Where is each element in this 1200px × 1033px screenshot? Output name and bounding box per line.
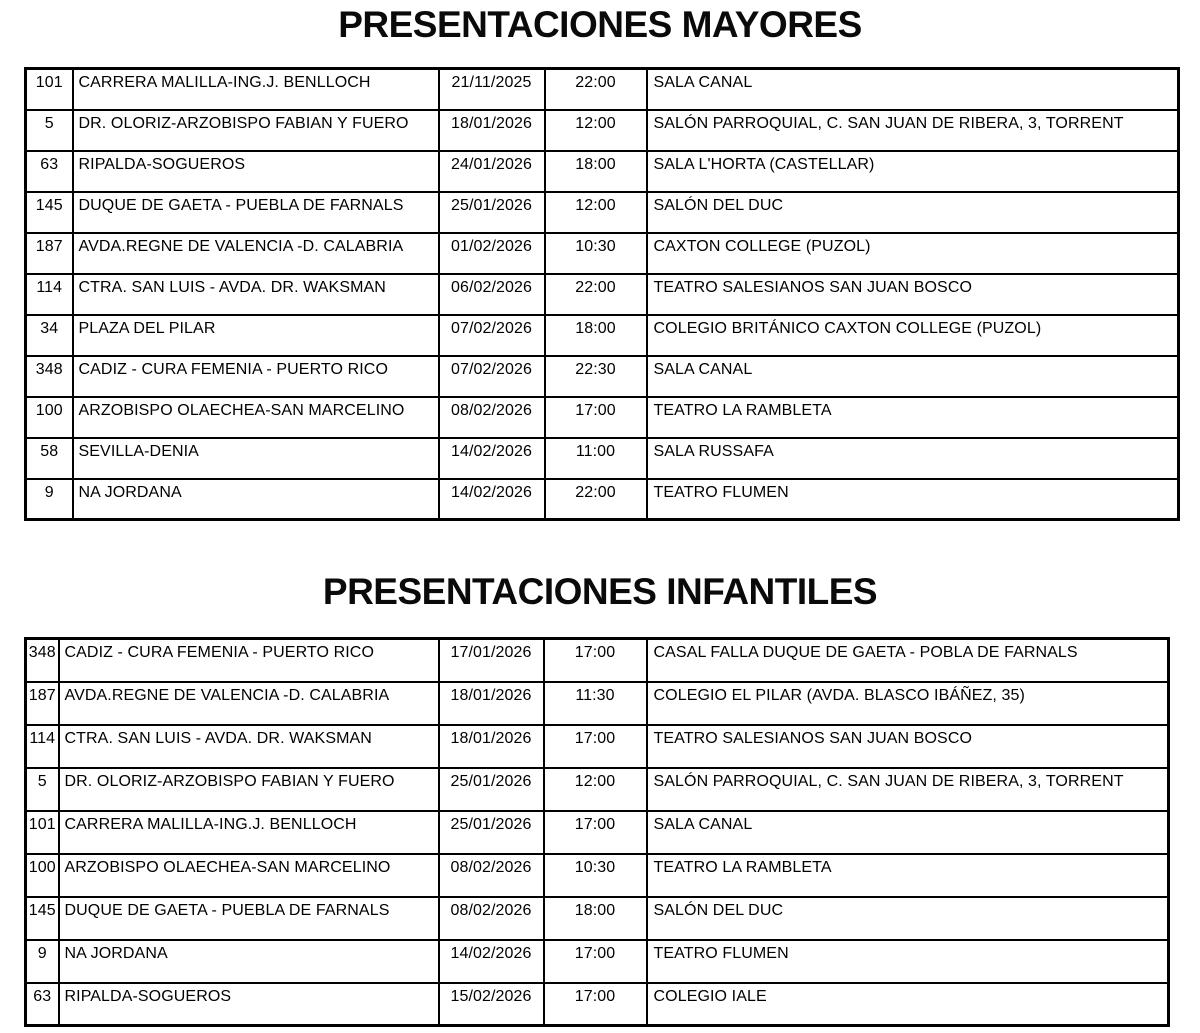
cell-venue: TEATRO SALESIANOS SAN JUAN BOSCO xyxy=(647,725,1169,768)
table-row xyxy=(26,639,1169,682)
table-row xyxy=(26,110,1179,151)
infantiles-table-body xyxy=(26,639,1169,1026)
table-row xyxy=(26,356,1179,397)
cell-time: 22:30 xyxy=(545,356,647,397)
cell-falla-name: DR. OLORIZ-ARZOBISPO FABIAN Y FUERO xyxy=(73,110,439,151)
cell-time: 17:00 xyxy=(544,940,647,983)
cell-time: 12:00 xyxy=(545,110,647,151)
cell-time: 18:00 xyxy=(545,315,647,356)
cell-falla-name: ARZOBISPO OLAECHEA-SAN MARCELINO xyxy=(73,397,439,438)
cell-venue: SALÓN DEL DUC xyxy=(647,897,1169,940)
cell-falla-number: 101 xyxy=(26,811,59,854)
cell-falla-name: ARZOBISPO OLAECHEA-SAN MARCELINO xyxy=(59,854,439,897)
cell-date: 21/11/2025 xyxy=(439,69,545,110)
cell-falla-name: CARRERA MALILLA-ING.J. BENLLOCH xyxy=(73,69,439,110)
table-row xyxy=(26,940,1169,983)
table-row xyxy=(26,192,1179,233)
cell-falla-number: 100 xyxy=(26,397,73,438)
cell-venue: SALÓN PARROQUIAL, C. SAN JUAN DE RIBERA, 3, TORRENT xyxy=(647,768,1169,811)
cell-falla-number: 114 xyxy=(26,274,73,315)
cell-falla-number: 187 xyxy=(26,233,73,274)
cell-falla-name: CADIZ - CURA FEMENIA - PUERTO RICO xyxy=(59,639,439,682)
table-row xyxy=(26,69,1179,110)
cell-venue: TEATRO LA RAMBLETA xyxy=(647,854,1169,897)
cell-falla-number: 100 xyxy=(26,854,59,897)
cell-falla-number: 58 xyxy=(26,438,73,479)
cell-time: 17:00 xyxy=(544,811,647,854)
cell-falla-number: 34 xyxy=(26,315,73,356)
cell-falla-name: PLAZA DEL PILAR xyxy=(73,315,439,356)
section-title-infantiles: PRESENTACIONES INFANTILES xyxy=(322,571,878,612)
cell-time: 12:00 xyxy=(544,768,647,811)
cell-time: 10:30 xyxy=(544,854,647,897)
cell-falla-name: DUQUE DE GAETA - PUEBLA DE FARNALS xyxy=(59,897,439,940)
table-row xyxy=(26,151,1179,192)
cell-venue: COLEGIO BRITÁNICO CAXTON COLLEGE (PUZOL) xyxy=(647,315,1179,356)
cell-venue: TEATRO FLUMEN xyxy=(647,940,1169,983)
cell-venue: SALÓN PARROQUIAL, C. SAN JUAN DE RIBERA, 3, TORRENT xyxy=(647,110,1179,151)
cell-falla-name: CTRA. SAN LUIS - AVDA. DR. WAKSMAN xyxy=(73,274,439,315)
cell-venue: TEATRO SALESIANOS SAN JUAN BOSCO xyxy=(647,274,1179,315)
cell-date: 08/02/2026 xyxy=(439,397,545,438)
table-row xyxy=(26,768,1169,811)
cell-venue: SALA CANAL xyxy=(647,69,1179,110)
cell-date: 18/01/2026 xyxy=(439,110,545,151)
cell-time: 22:00 xyxy=(545,69,647,110)
cell-time: 17:00 xyxy=(544,639,647,682)
cell-falla-name: CADIZ - CURA FEMENIA - PUERTO RICO xyxy=(73,356,439,397)
table-row xyxy=(26,682,1169,725)
cell-falla-name: NA JORDANA xyxy=(59,940,439,983)
cell-falla-name: AVDA.REGNE DE VALENCIA -D. CALABRIA xyxy=(73,233,439,274)
table-row xyxy=(26,315,1179,356)
cell-date: 17/01/2026 xyxy=(439,639,544,682)
cell-falla-number: 101 xyxy=(26,69,73,110)
cell-venue: COLEGIO EL PILAR (AVDA. BLASCO IBÁÑEZ, 35) xyxy=(647,682,1169,725)
cell-venue: SALA L'HORTA (CASTELLAR) xyxy=(647,151,1179,192)
cell-venue: SALA CANAL xyxy=(647,811,1169,854)
cell-time: 22:00 xyxy=(545,479,647,520)
cell-date: 08/02/2026 xyxy=(439,897,544,940)
cell-date: 15/02/2026 xyxy=(439,983,544,1026)
cell-date: 18/01/2026 xyxy=(439,725,544,768)
cell-falla-number: 9 xyxy=(26,940,59,983)
cell-time: 11:00 xyxy=(545,438,647,479)
cell-time: 18:00 xyxy=(544,897,647,940)
cell-time: 17:00 xyxy=(544,983,647,1026)
table-row xyxy=(26,233,1179,274)
cell-date: 14/02/2026 xyxy=(439,940,544,983)
cell-venue: TEATRO LA RAMBLETA xyxy=(647,397,1179,438)
cell-date: 07/02/2026 xyxy=(439,315,545,356)
cell-falla-number: 348 xyxy=(26,639,59,682)
cell-time: 11:30 xyxy=(544,682,647,725)
cell-date: 08/02/2026 xyxy=(439,854,544,897)
cell-venue: SALA CANAL xyxy=(647,356,1179,397)
cell-time: 12:00 xyxy=(545,192,647,233)
cell-date: 01/02/2026 xyxy=(439,233,545,274)
cell-falla-number: 187 xyxy=(26,682,59,725)
cell-falla-number: 63 xyxy=(26,151,73,192)
cell-falla-number: 114 xyxy=(26,725,59,768)
presentaciones-mayores-table xyxy=(24,67,1180,521)
cell-falla-name: RIPALDA-SOGUEROS xyxy=(59,983,439,1026)
cell-date: 07/02/2026 xyxy=(439,356,545,397)
cell-falla-name: RIPALDA-SOGUEROS xyxy=(73,151,439,192)
table-row xyxy=(26,983,1169,1026)
cell-falla-name: NA JORDANA xyxy=(73,479,439,520)
cell-time: 17:00 xyxy=(544,725,647,768)
cell-venue: SALÓN DEL DUC xyxy=(647,192,1179,233)
cell-falla-number: 145 xyxy=(26,897,59,940)
cell-falla-number: 5 xyxy=(26,768,59,811)
cell-venue: CAXTON COLLEGE (PUZOL) xyxy=(647,233,1179,274)
cell-falla-name: AVDA.REGNE DE VALENCIA -D. CALABRIA xyxy=(59,682,439,725)
cell-venue: CASAL FALLA DUQUE DE GAETA - POBLA DE FARNALS xyxy=(647,639,1169,682)
table-row xyxy=(26,725,1169,768)
section-title-mayores: PRESENTACIONES MAYORES xyxy=(338,4,862,45)
cell-date: 25/01/2026 xyxy=(439,768,544,811)
cell-falla-name: CTRA. SAN LUIS - AVDA. DR. WAKSMAN xyxy=(59,725,439,768)
cell-date: 14/02/2026 xyxy=(439,479,545,520)
cell-date: 25/01/2026 xyxy=(439,811,544,854)
cell-date: 14/02/2026 xyxy=(439,438,545,479)
cell-time: 18:00 xyxy=(545,151,647,192)
table-row xyxy=(26,897,1169,940)
cell-date: 18/01/2026 xyxy=(439,682,544,725)
mayores-table-body xyxy=(26,69,1179,520)
cell-falla-number: 5 xyxy=(26,110,73,151)
table-row xyxy=(26,438,1179,479)
cell-date: 06/02/2026 xyxy=(439,274,545,315)
table-row xyxy=(26,397,1179,438)
cell-venue: SALA RUSSAFA xyxy=(647,438,1179,479)
cell-falla-name: CARRERA MALILLA-ING.J. BENLLOCH xyxy=(59,811,439,854)
cell-falla-number: 63 xyxy=(26,983,59,1026)
cell-falla-number: 9 xyxy=(26,479,73,520)
table-row xyxy=(26,274,1179,315)
cell-date: 24/01/2026 xyxy=(439,151,545,192)
cell-venue: COLEGIO IALE xyxy=(647,983,1169,1026)
cell-time: 22:00 xyxy=(545,274,647,315)
cell-falla-number: 145 xyxy=(26,192,73,233)
cell-falla-number: 348 xyxy=(26,356,73,397)
cell-time: 17:00 xyxy=(545,397,647,438)
cell-falla-name: DR. OLORIZ-ARZOBISPO FABIAN Y FUERO xyxy=(59,768,439,811)
cell-date: 25/01/2026 xyxy=(439,192,545,233)
table-row xyxy=(26,479,1179,520)
cell-venue: TEATRO FLUMEN xyxy=(647,479,1179,520)
cell-falla-name: DUQUE DE GAETA - PUEBLA DE FARNALS xyxy=(73,192,439,233)
cell-time: 10:30 xyxy=(545,233,647,274)
table-row xyxy=(26,854,1169,897)
cell-falla-name: SEVILLA-DENIA xyxy=(73,438,439,479)
presentaciones-infantiles-table xyxy=(24,637,1170,1027)
table-row xyxy=(26,811,1169,854)
